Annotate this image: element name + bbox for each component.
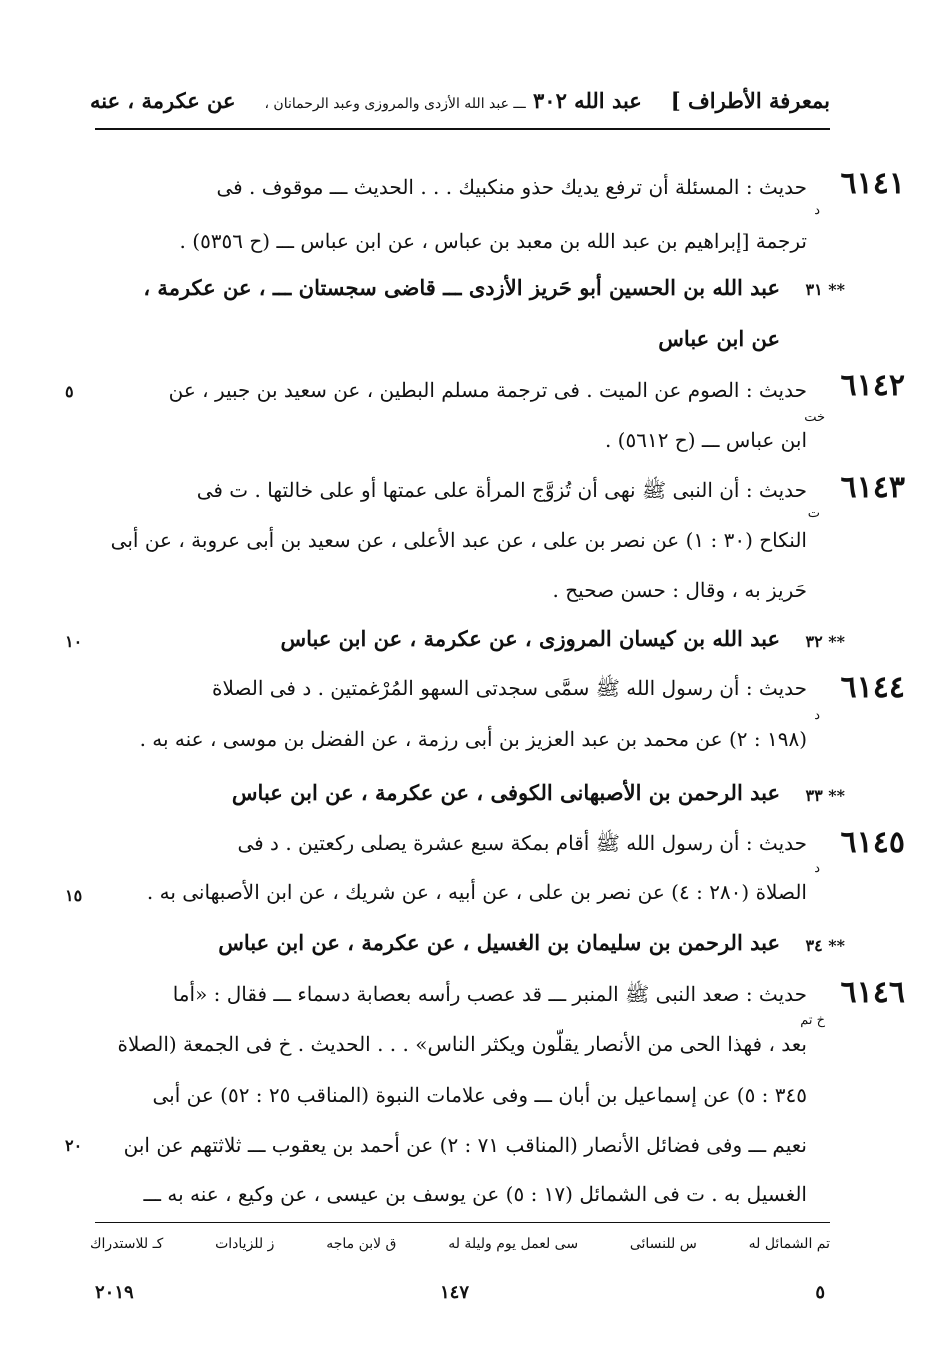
margin-line-number: ٥ [65, 382, 74, 401]
margin-line-number: ١٠ [65, 632, 83, 651]
margin-line-number: ٢٠ [65, 1136, 83, 1155]
hadith-text-line: حَريز به ، وقال : حسن صحيح . [552, 578, 807, 602]
header-center-small: ـــ عبد الله الأزدى والمروزى وعبد الرحمانان ، [264, 96, 526, 112]
hadith-text-line: النكاح (٣٠ : ١) عن نصر بن على ، عن عبد الأعلى ، عن سعيد بن أبى عروبة ، عن أبى [110, 528, 807, 552]
header-left: عن عكرمة ، عنه [90, 88, 236, 113]
total-number: ٢٠١٩ [95, 1282, 134, 1303]
biography-marker: ٣٣ ** [805, 786, 845, 805]
biography-heading: عبد الرحمن بن سليمان بن الغسيل ، عن عكرمة ، عن ابن عباس [218, 930, 780, 955]
hadith-text-line: بعد ، فهذا الحى من الأنصار يقلّون ويكثر الناس» . . . الحديث . خ فى الجمعة (الصلاة [117, 1032, 807, 1056]
hadith-number: ٦١٤١ [840, 166, 905, 201]
page-number: ١٤٧ [440, 1282, 470, 1303]
sigla-item: كـ للاستدراك [90, 1236, 164, 1252]
sigla-item: سى لعمل يوم وليلة له [448, 1236, 579, 1252]
footer-rule [95, 1222, 830, 1223]
biography-heading: عبد الله بن كيسان المروزى ، عن عكرمة ، عن ابن عباس [280, 626, 780, 651]
hadith-siglum: د [814, 708, 820, 723]
hadith-number: ٦١٤٢ [840, 368, 905, 403]
volume-number: ٥ [815, 1282, 825, 1303]
hadith-siglum: خت [804, 410, 825, 425]
hadith-number: ٦١٤٣ [840, 470, 905, 505]
hadith-siglum: د [814, 203, 820, 218]
sigla-item: س للنسائى [629, 1236, 697, 1252]
hadith-siglum: د [814, 861, 820, 876]
sigla-item: تم الشمائل له [748, 1236, 830, 1252]
hadith-number: ٦١٤٤ [840, 670, 905, 705]
hadith-number: ٦١٤٦ [840, 975, 905, 1010]
hadith-siglum: ت [807, 506, 820, 521]
hadith-text-line: حديث : أن رسول الله ﷺ سمَّى سجدتى السهو المُرْغمتين . د فى الصلاة [211, 676, 807, 700]
header-center-bold: عبد الله ٣٠٢ [533, 88, 642, 113]
biography-marker: ٣١ ** [805, 280, 845, 299]
hadith-text-line: نعيم ـــ وفى فضائل الأنصار (المناقب ٧١ : ٢) عن أحمد بن يعقوب ـــ ثلاثتهم عن ابن [123, 1133, 807, 1157]
biography-heading: عبد الله بن الحسين أبو حَريز الأزدى ـــ قاضى سجستان ـــ ، عن عكرمة ، [143, 275, 780, 300]
sigla-item: ز للزيادات [215, 1236, 275, 1252]
margin-line-number: ١٥ [65, 886, 83, 905]
hadith-text-line: الغسيل به . ت فى الشمائل (١٧ : ٥) عن يوسف بن عيسى ، عن وكيع ، عنه به ـــ [143, 1182, 807, 1206]
hadith-text-line: ابن عباس ـــ (ح ٥٦١٢) . [604, 428, 807, 452]
biography-heading: عبد الرحمن بن الأصبهانى الكوفى ، عن عكرمة ، عن ابن عباس [231, 780, 780, 805]
biography-heading: عن ابن عباس [658, 326, 780, 351]
sigla-key [90, 1236, 830, 1252]
hadith-text-line: حديث : الصوم عن الميت . فى ترجمة مسلم البطين ، عن سعيد بن جبير ، عن [168, 378, 807, 402]
hadith-number: ٦١٤٥ [840, 825, 905, 860]
biography-marker: ٣٤ ** [805, 936, 845, 955]
header-rule [95, 128, 830, 130]
hadith-text-line: حديث : صعد النبى ﷺ المنبر ـــ قد عصب رأسه بعصابة دسماء ـــ فقال : «أما [172, 982, 807, 1006]
hadith-text-line: ترجمة [إبراهيم بن عبد الله بن معبد بن عباس ، عن ابن عباس ـــ (ح ٥٣٥٦) . [179, 229, 807, 253]
hadith-text-line: حديث : أن النبى ﷺ نهى أن تُزوَّج المرأة على عمتها أو على خالتها . ت فى [196, 478, 807, 502]
hadith-text-line: ٣٤٥ : ٥) عن إسماعيل بن أبان ـــ وفى علامات النبوة (المناقب ٢٥ : ٥٢) عن أبى [152, 1083, 807, 1107]
running-header [90, 88, 830, 113]
sigla-item: ق لابن ماجه [326, 1236, 397, 1252]
header-right: بمعرفة الأطراف ] [670, 88, 830, 113]
hadith-text-line: (١٩٨ : ٢) عن محمد بن عبد العزيز بن أبى رزمة ، عن الفضل بن موسى ، عنه به . [139, 727, 807, 751]
hadith-siglum: خ تم [800, 1013, 825, 1028]
hadith-text-line: حديث : المسئلة أن ترفع يديك حذو منكبيك . . . الحديث ـــ موقوف . فى [216, 175, 807, 199]
header-center [264, 88, 641, 113]
hadith-text-line: حديث : أن رسول الله ﷺ أقام بمكة سبع عشرة يصلى ركعتين . د فى [237, 831, 807, 855]
biography-marker: ٣٢ ** [805, 632, 845, 651]
hadith-text-line: الصلاة (٢٨٠ : ٤) عن نصر بن على ، عن أبيه ، عن شريك ، عن ابن الأصبهانى به . [146, 880, 807, 904]
